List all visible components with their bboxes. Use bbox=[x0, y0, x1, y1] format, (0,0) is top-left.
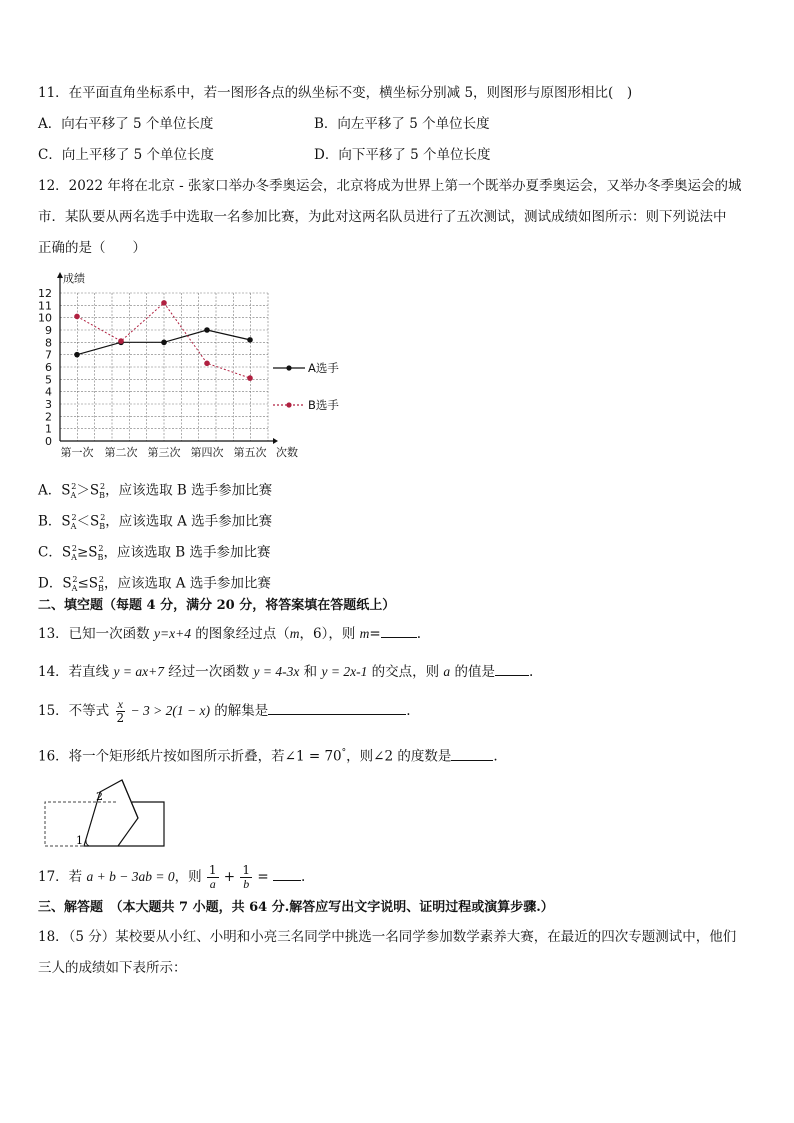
q18-line-1: 18．（5 分）某校要从小红、小明和小亮三名同学中挑选一名同学参加数学素养大赛，在最近的四次专题测试中，他们 bbox=[38, 929, 737, 945]
q13-answer-blank[interactable] bbox=[381, 623, 417, 638]
q12-line-1: 12．2022 年将在北京 - 张家口举办冬季奥运会，北京将成为世界上第一个既举办夏季奥运会，又举办冬季奥运会的城 bbox=[38, 178, 742, 194]
y-tick-label: 2 bbox=[45, 410, 52, 424]
series-a-point bbox=[204, 327, 210, 333]
q18-line-2: 三人的成绩如下表所示： bbox=[38, 960, 187, 976]
q12-line-3: 正确的是（ ） bbox=[38, 240, 146, 256]
series-b-point bbox=[161, 300, 167, 306]
series-a-point bbox=[161, 340, 167, 346]
series-b-point bbox=[204, 361, 210, 367]
score-line-chart bbox=[30, 270, 355, 462]
x-tick-label: 第五次 bbox=[233, 446, 267, 459]
y-tick-label: 1 bbox=[45, 422, 52, 436]
section-2-title: 二、填空题（每题 4 分，满分 20 分，将答案填在答题纸上） bbox=[38, 598, 396, 613]
y-tick-label: 3 bbox=[45, 398, 52, 411]
q17-answer-blank[interactable] bbox=[273, 866, 301, 881]
legend-marker-a bbox=[286, 365, 291, 370]
x-axis-title: 次数 bbox=[276, 446, 298, 459]
q17-fraction-1: $\frac{1}{a}$ bbox=[208, 863, 217, 891]
y-tick-label: 6 bbox=[45, 361, 52, 374]
legend-label-a: A选手 bbox=[308, 361, 339, 375]
angle-2-label: 2 bbox=[96, 790, 103, 803]
y-tick-label: 11 bbox=[38, 299, 52, 313]
q16: 16．将一个矩形纸片按如图所示折叠，若∠1 = 70°，则∠2 的度数是 . bbox=[38, 744, 498, 766]
y-tick-label: 12 bbox=[38, 287, 52, 300]
q11-option-a: A．向右平移了 5 个单位长度 bbox=[38, 116, 214, 132]
y-tick-label: 8 bbox=[45, 336, 52, 350]
y-tick-label: 7 bbox=[45, 348, 52, 362]
folded-rectangle-figure bbox=[40, 778, 180, 852]
q11-stem: 11．在平面直角坐标系中，若一图形各点的纵坐标不变，横坐标分别减 5，则图形与原图形相比( ) bbox=[38, 85, 633, 101]
section-3-title: 三、解答题 （本大题共 7 小题，共 64 分.解答应写出文字说明、证明过程或演算步骤.） bbox=[38, 900, 554, 915]
y-tick-label: 10 bbox=[38, 311, 52, 325]
q14: 14．若直线 y = ax+7 经过一次函数 y = 4-3x 和 y = 2x-1 的交点，则 a 的值是 . bbox=[38, 661, 533, 681]
q12-option-c: C．$S_A^2\ge S_B^2$，应该选取 B 选手参加比赛 bbox=[38, 544, 271, 563]
series-a-point bbox=[74, 352, 80, 358]
q15-answer-blank[interactable] bbox=[268, 700, 406, 715]
x-tick-label: 第一次 bbox=[60, 446, 94, 459]
series-b-point bbox=[74, 314, 80, 320]
x-axis-arrow bbox=[273, 438, 278, 444]
q15-fraction: $\frac{x}{2}$ bbox=[116, 697, 125, 725]
angle-1-label: 1 bbox=[76, 834, 83, 847]
y-tick-label: 5 bbox=[45, 373, 52, 387]
q16-answer-blank[interactable] bbox=[451, 746, 493, 761]
q15: 15．不等式 $\frac{x}{2}$ − 3 > 2(1 − x) 的解集是 . bbox=[38, 697, 411, 725]
q17: 17．若 a + b − 3ab = 0，则 $\frac{1}{a}$ + $\frac{1}{b}$ = . bbox=[38, 863, 306, 891]
q11-option-b: B．向左平移了 5 个单位长度 bbox=[314, 116, 490, 132]
x-tick-label: 第三次 bbox=[147, 446, 181, 459]
q13: 13．已知一次函数 y=x+4 的图象经过点（m，6），则 m= . bbox=[38, 623, 421, 643]
legend-label-b: B选手 bbox=[308, 398, 339, 412]
q17-fraction-2: $\frac{1}{b}$ bbox=[242, 863, 251, 891]
q12-option-b: B．$S_A^2<S_B^2$，应该选取 A 选手参加比赛 bbox=[38, 513, 273, 532]
y-axis-title: 成绩 bbox=[63, 272, 85, 285]
q12-option-a: A．$S_A^2>S_B^2$，应该选取 B 选手参加比赛 bbox=[38, 482, 273, 501]
q14-answer-blank[interactable] bbox=[495, 661, 529, 676]
series-b-point bbox=[118, 338, 124, 344]
y-tick-label: 4 bbox=[45, 385, 52, 399]
series-a-point bbox=[247, 337, 253, 343]
legend-marker-b bbox=[286, 402, 291, 407]
q11-option-d: D．向下平移了 5 个单位长度 bbox=[314, 147, 491, 163]
x-tick-label: 第四次 bbox=[190, 446, 224, 459]
q11-option-c: C．向上平移了 5 个单位长度 bbox=[38, 147, 215, 163]
series-b-point bbox=[247, 375, 253, 381]
y-tick-label: 0 bbox=[45, 435, 52, 448]
y-tick-label: 9 bbox=[45, 324, 52, 337]
q12-line-2: 市．某队要从两名选手中选取一名参加比赛，为此对这两名队员进行了五次测试，测试成绩如图所示：则下列说法中 bbox=[38, 209, 727, 225]
x-tick-label: 第二次 bbox=[104, 446, 138, 459]
q12-option-d: D．$S_A^2\le S_B^2$，应该选取 A 选手参加比赛 bbox=[38, 575, 271, 594]
